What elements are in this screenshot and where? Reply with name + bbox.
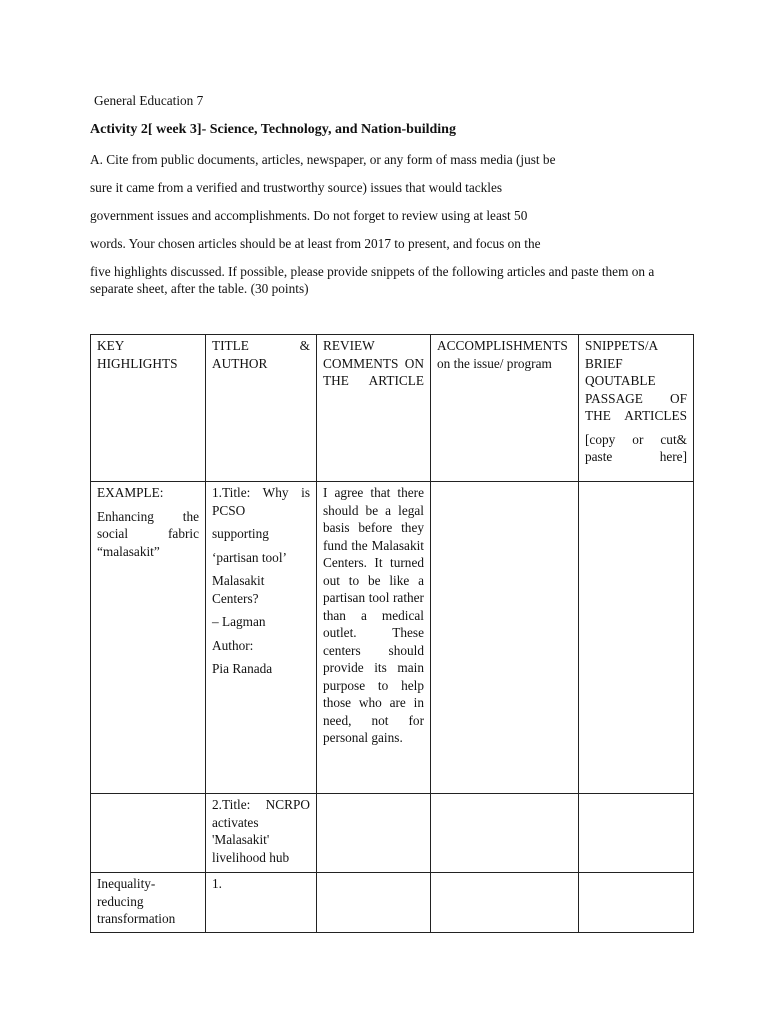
header-review-label: REVIEW COMMENTS ON THE ARTICLE (323, 338, 424, 388)
activity-title: Activity 2[ week 3]- Science, Technology, and Nation-building (90, 122, 456, 137)
row1-title-line1: 1.Title: Why is PCSO (212, 485, 310, 518)
row1-title-author (206, 482, 317, 794)
row1-accomplishments (431, 482, 579, 794)
header-snippets-note: [copy or cut& paste here] (585, 431, 687, 464)
row3-key-text: Inequality-reducing transformation (97, 876, 176, 926)
instruction-line-3: government issues and accomplishments. Do not forget to review using at least 50 (90, 208, 528, 223)
row3-accomplishments (431, 873, 579, 933)
row3-key-highlight (91, 873, 206, 933)
row1-title-line2: supporting (212, 526, 269, 541)
row1-title-line3: ‘partisan tool’ (212, 549, 287, 565)
header-accomplishments (431, 335, 579, 482)
row2-review (317, 794, 431, 873)
header-snippets-label: SNIPPETS/A BRIEF QOUTABLE PASSAGE OF THE ARTICLES (585, 338, 687, 423)
row1-author-label: Author: (212, 637, 254, 653)
header-review (317, 335, 431, 482)
review-table (90, 334, 694, 933)
instruction-line-2: sure it came from a verified and trustworthy source) issues that would tackles (90, 180, 503, 195)
row1-key-text: Enhancing the social fabric “malasakit” (97, 508, 199, 559)
course-name: General Education 7 (94, 93, 204, 108)
row1-snippets (579, 482, 694, 794)
instruction-line-5: five highlights discussed. If possible, please provide snippets of the following articles and paste them on a separate sheet, after the table. (30 points) (90, 264, 655, 297)
row1-title-line4: Malasakit Centers? (212, 573, 265, 606)
header-key-highlights-label: KEY HIGHLIGHTS (97, 338, 178, 371)
table-row (91, 482, 694, 794)
row1-review (317, 482, 431, 794)
header-accomplishments-label: ACCOMPLISHMENTS on the issue/ program (437, 338, 568, 371)
instruction-line-1: A. Cite from public documents, articles, newspaper, or any form of mass media (just be (90, 152, 556, 167)
row2-title-author (206, 794, 317, 873)
row1-review-text: I agree that there should be a legal basis before they fund the Malasakit Centers. It turned out to be like a partisan tool rather than a medical outlet. These centers should provide its main purpose to help those who are in need, not for personal gains. (323, 485, 424, 745)
row1-key-highlight (91, 482, 206, 794)
row1-author-name: Pia Ranada (212, 661, 273, 676)
table-row (91, 794, 694, 873)
row3-title-text: 1. (212, 876, 222, 891)
row2-snippets (579, 794, 694, 873)
header-key-highlights (91, 335, 206, 482)
header-title-author (206, 335, 317, 482)
row3-review (317, 873, 431, 933)
instruction-line-4: words. Your chosen articles should be at least from 2017 to present, and focus on the (90, 236, 541, 251)
header-snippets (579, 335, 694, 482)
header-title-author-label: TITLE & AUTHOR (212, 338, 310, 371)
row1-key-label: EXAMPLE: (97, 485, 164, 500)
row2-accomplishments (431, 794, 579, 873)
row1-title-line5: – Lagman (212, 614, 266, 629)
table-row (91, 873, 694, 933)
row3-snippets (579, 873, 694, 933)
row2-key-highlight (91, 794, 206, 873)
table-header-row (91, 335, 694, 482)
row2-title-text: 2.Title: NCRPO activates 'Malasakit' livelihood hub (212, 797, 310, 865)
row3-title-author (206, 873, 317, 933)
